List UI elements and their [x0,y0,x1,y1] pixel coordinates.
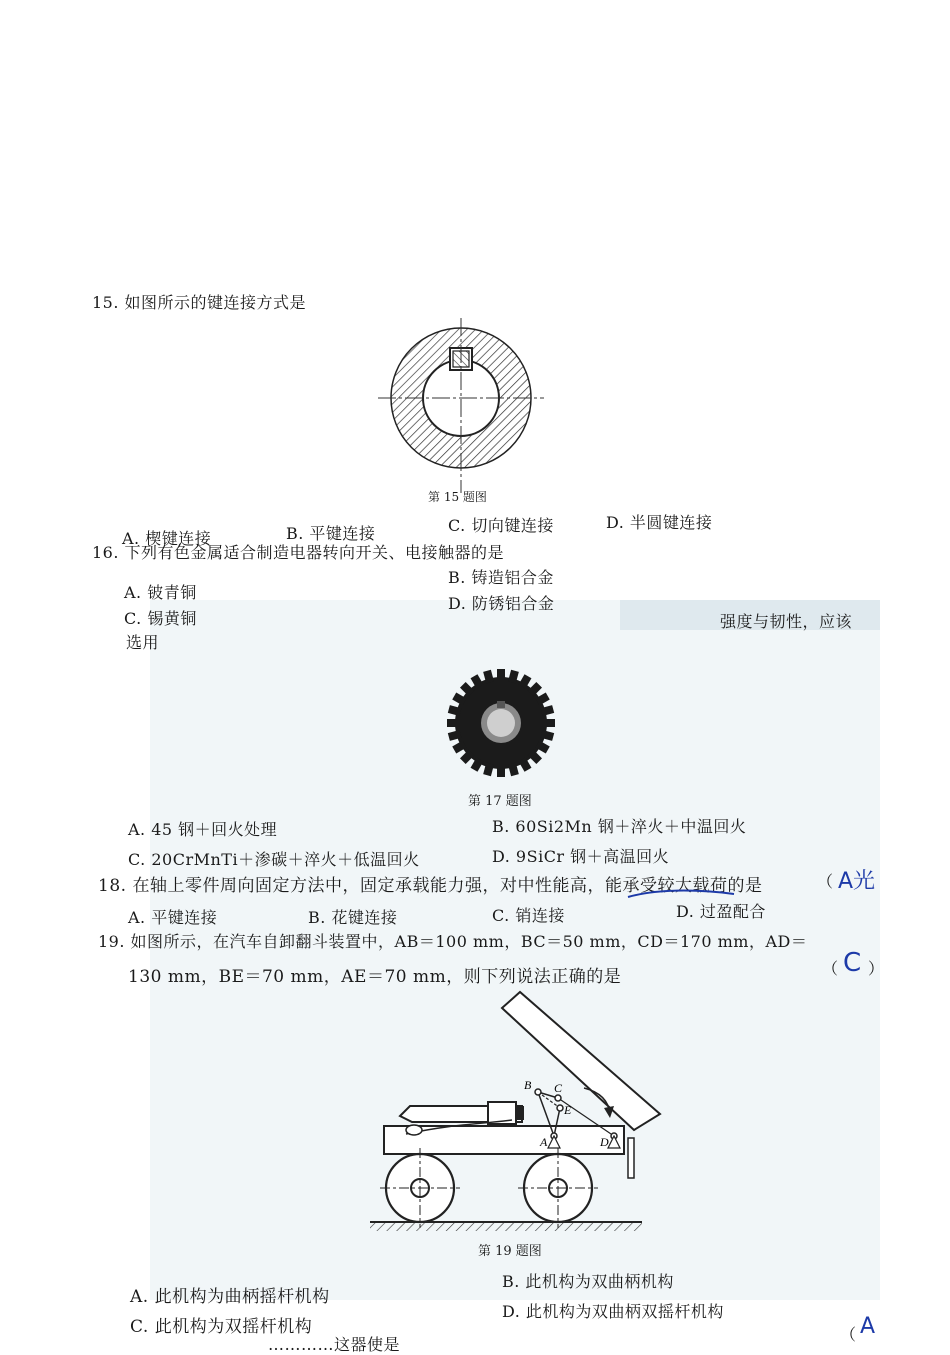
label-point-c: C [554,1081,563,1095]
q19-cut-off-text: …………这器使是 [268,1335,401,1354]
q19-handwritten-answer: C [843,948,862,978]
q17-option-a: A. 45 钢＋回火处理 [128,820,278,839]
q15-option-a: A. 楔键连接 [122,529,212,548]
q15-option-c: C. 切向键连接 [448,516,554,535]
q17-figure-gear [446,668,556,778]
q18-option-a: A. 平键连接 [128,908,218,927]
q15-caption: 第 15 题图 [428,490,487,504]
q15-figure-key-joint [376,318,546,498]
q16-stem: 16. 下列有色金属适合制造电器转向开关、电接触器的是 [92,543,505,562]
q18-option-d: D. 过盈配合 [676,902,766,921]
q19-stem-line2: 130 mm，BE＝70 mm，AE＝70 mm，则下列说法正确的是 [128,967,622,987]
label-point-d: D [600,1135,609,1149]
q19-option-c: C. 此机构为双摇杆机构 [130,1317,313,1337]
q19-option-a: A. 此机构为曲柄摇杆机构 [130,1287,330,1307]
q17-stem-line2: 选用 [126,633,160,652]
q15-option-d: D. 半圆键连接 [606,513,713,532]
q17-option-b: B. 60Si2Mn 钢＋淬火＋中温回火 [492,817,747,836]
q19-option-d: D. 此机构为双曲柄双摇杆机构 [502,1302,724,1321]
q19-option-b: B. 此机构为双曲柄机构 [502,1272,674,1291]
q16-option-c: C. 锡黄铜 [124,609,197,628]
q18-option-b: B. 花键连接 [308,908,398,927]
q16-option-b: B. 铸造铝合金 [448,568,554,587]
q20-answer-paren: （ [840,1325,857,1344]
q19-caption: 第 19 题图 [478,1244,542,1259]
q17-option-c: C. 20CrMnTi＋渗碳＋淬火＋低温回火 [128,850,420,869]
q16-option-d: D. 防锈铝合金 [448,594,555,613]
label-point-e: E [564,1103,572,1117]
q18-answer-paren: （ [817,872,834,891]
q18-option-c: C. 销连接 [492,906,565,925]
label-point-a: A [540,1135,548,1149]
q15-stem: 15. 如图所示的键连接方式是 [92,293,307,312]
q17-option-d: D. 9SiCr 钢＋高温回火 [492,847,670,866]
q19-figure-dump-truck [362,988,672,1236]
q19-answer-paren-close: ） [868,959,885,978]
q15-option-b: B. 平键连接 [286,524,376,543]
q17-caption: 第 17 题图 [468,794,532,809]
q19-stem-line1: 19. 如图所示，在汽车自卸翻斗装置中，AB＝100 mm，BC＝50 mm，CD＝170 mm，AD＝ [98,932,808,951]
q19-answer-paren: （ [822,959,839,978]
label-point-b: B [524,1078,532,1092]
q16-option-a: A. 铍青铜 [124,583,197,602]
q18-handwritten-answer: A光 [838,869,876,894]
q20-handwritten-answer: A [860,1314,876,1339]
q17-stem-tail: 强度与韧性，应该 [720,612,853,631]
q18-stem: 18. 在轴上零件周向固定方法中，固定承载能力强，对中性能高，能承受较大载荷的是 [98,876,763,896]
